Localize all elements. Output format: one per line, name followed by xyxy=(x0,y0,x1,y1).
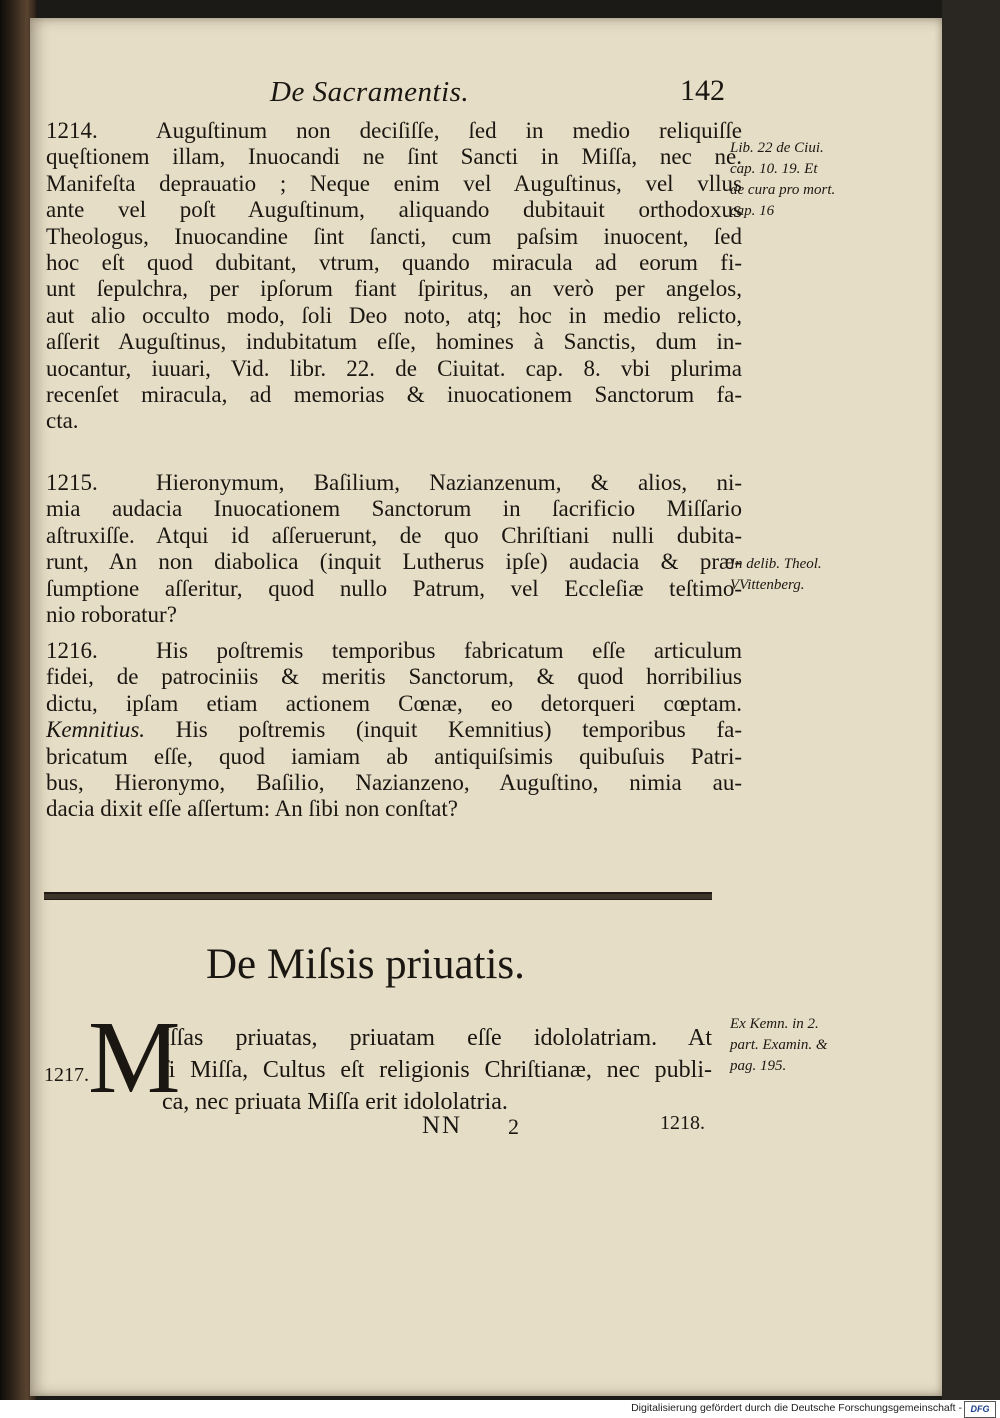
text-line: uocantur, iuuari, Vid. libr. 22. de Ciuitat. cap. 8. vbi plurima xyxy=(46,355,742,381)
text-line: Manifeſta deprauatio ; Neque enim vel Auguſtinus, vel vllus xyxy=(46,170,742,196)
text-line: bricatum eſſe, quod iamiam ab antiquiſsimis quibuſuis Patri- xyxy=(46,743,742,769)
marginal-note-luther xyxy=(730,554,940,596)
marginal-line: de cura pro mort. xyxy=(730,182,836,198)
text-line: recenſet miracula, ad memorias & inuocationem Sanctorum fa- xyxy=(46,381,742,407)
text-line: aſſerit Auguſtinus, indubitatum eſſe, homines à Sanctis, dum in- xyxy=(46,329,742,355)
book-page xyxy=(30,18,942,1396)
text-line: mia audacia Inuocationem Sanctorum in ſacrificio Miſſario xyxy=(46,496,742,522)
paragraph-1217 xyxy=(162,1022,712,1118)
catchword: 1218. xyxy=(660,1112,705,1134)
text-line: ſumptione aſſeritur, quod nullo Patrum, vel Eccleſiæ teſtimo- xyxy=(46,575,742,601)
text-line: Iſſas priuatas, priuatam eſſe idololatriam. At xyxy=(162,1025,712,1051)
marginal-note-augustine xyxy=(730,138,940,222)
text-line: cta. xyxy=(46,408,79,434)
text-line: bus, Hieronymo, Baſilio, Nazianzeno, Auguſtino, nimia au- xyxy=(46,769,742,795)
text-line: Hieronymum, Baſilium, Nazianzenum, & alios, ni- xyxy=(156,470,742,495)
paragraph-number: 1214. xyxy=(46,118,98,143)
text-line: Auguſtinum non deciſiſſe, ſed in medio reliquiſſe xyxy=(156,118,742,143)
paragraph-number: 1217. xyxy=(44,1064,89,1086)
marginal-line: In delib. Theol. xyxy=(730,556,822,572)
text-line: aſtruxiſſe. Atqui id aſſeruerunt, de quo Chriſtiani nulli dubita- xyxy=(46,522,742,548)
text-line: nio roboratur? xyxy=(46,601,177,627)
marginal-line: pag. 195. xyxy=(730,1058,787,1074)
text-line: fidei, de patrociniis & meritis Sanctorum, & quod horribilius xyxy=(46,664,742,690)
section-divider xyxy=(44,892,712,900)
text-line: hoc eſt quod dubitant, vtrum, quando miracula ad eorum fi- xyxy=(46,249,742,275)
signature-number: 2 xyxy=(508,1114,519,1139)
marginal-line: Ex Kemn. in 2. xyxy=(730,1016,819,1032)
marginal-line: cap. 16 xyxy=(730,203,775,219)
paragraph-1216 xyxy=(46,638,742,823)
running-title: De Sacramentis. xyxy=(270,76,470,108)
footer-bar xyxy=(0,1400,1000,1418)
section-heading: De Miſsis priuatis. xyxy=(206,941,525,988)
text-line: runt, An non diabolica (inquit Lutherus ipſe) audacia & præ- xyxy=(46,549,742,575)
paragraph-1215 xyxy=(46,470,742,628)
paragraph-number: 1216. xyxy=(46,638,98,663)
scan-background xyxy=(942,0,1000,1400)
text-line: dacia dixit eſſe aſſertum: An ſibi non conſtat? xyxy=(46,796,458,822)
text-line: unt ſepulchra, per ipſorum fiant ſpiritus, an verò per angelos, xyxy=(46,276,742,302)
text-line: His poſtremis (inquit Kemnitius) temporibus fa- xyxy=(175,717,742,743)
text-line: aut alio occulto modo, ſoli Deo noto, atq; hoc in medio relicto, xyxy=(46,302,742,328)
paragraph-number: 1215. xyxy=(46,470,98,495)
author-label: Kemnitius. xyxy=(46,717,146,743)
footer-credit: Digitalisierung gefördert durch die Deutsche Forschungsgemeinschaft - xyxy=(631,1402,962,1414)
marginal-line: VVittenberg. xyxy=(730,577,805,593)
text-line: dictu, ipſam etiam actionem Cœnæ, eo detorqueri cœptam. xyxy=(46,690,742,716)
text-line: quęſtionem illam, Inuocandi ne ſint Sancti in Miſſa, nec ne. xyxy=(46,144,742,170)
text-line: ante vel poſt Auguſtinum, aliquando dubitauit orthodoxus xyxy=(46,197,742,223)
dfg-logo: DFG xyxy=(964,1401,996,1418)
drop-capital: M xyxy=(88,1000,181,1115)
paragraph-1214 xyxy=(46,118,742,435)
marginal-note-kemnitz xyxy=(730,1014,940,1077)
marginal-line: cap. 10. 19. Et xyxy=(730,161,818,177)
text-line: ca, nec priuata Miſſa erit idololatria. xyxy=(162,1089,508,1115)
signature-mark: NN xyxy=(422,1112,463,1139)
page-number: 142 xyxy=(680,74,725,107)
marginal-line: part. Examin. & xyxy=(730,1037,828,1053)
text-line: His poſtremis temporibus fabricatum eſſe articulum xyxy=(156,638,742,663)
text-line: Theologus, Inuocandine ſint ſancti, cum paſsim inuocent, ſed xyxy=(46,223,742,249)
text-line: ſi Miſſa, Cultus eſt religionis Chriſtianæ, nec publi- xyxy=(162,1057,712,1083)
marginal-line: Lib. 22 de Ciui. xyxy=(730,140,824,156)
